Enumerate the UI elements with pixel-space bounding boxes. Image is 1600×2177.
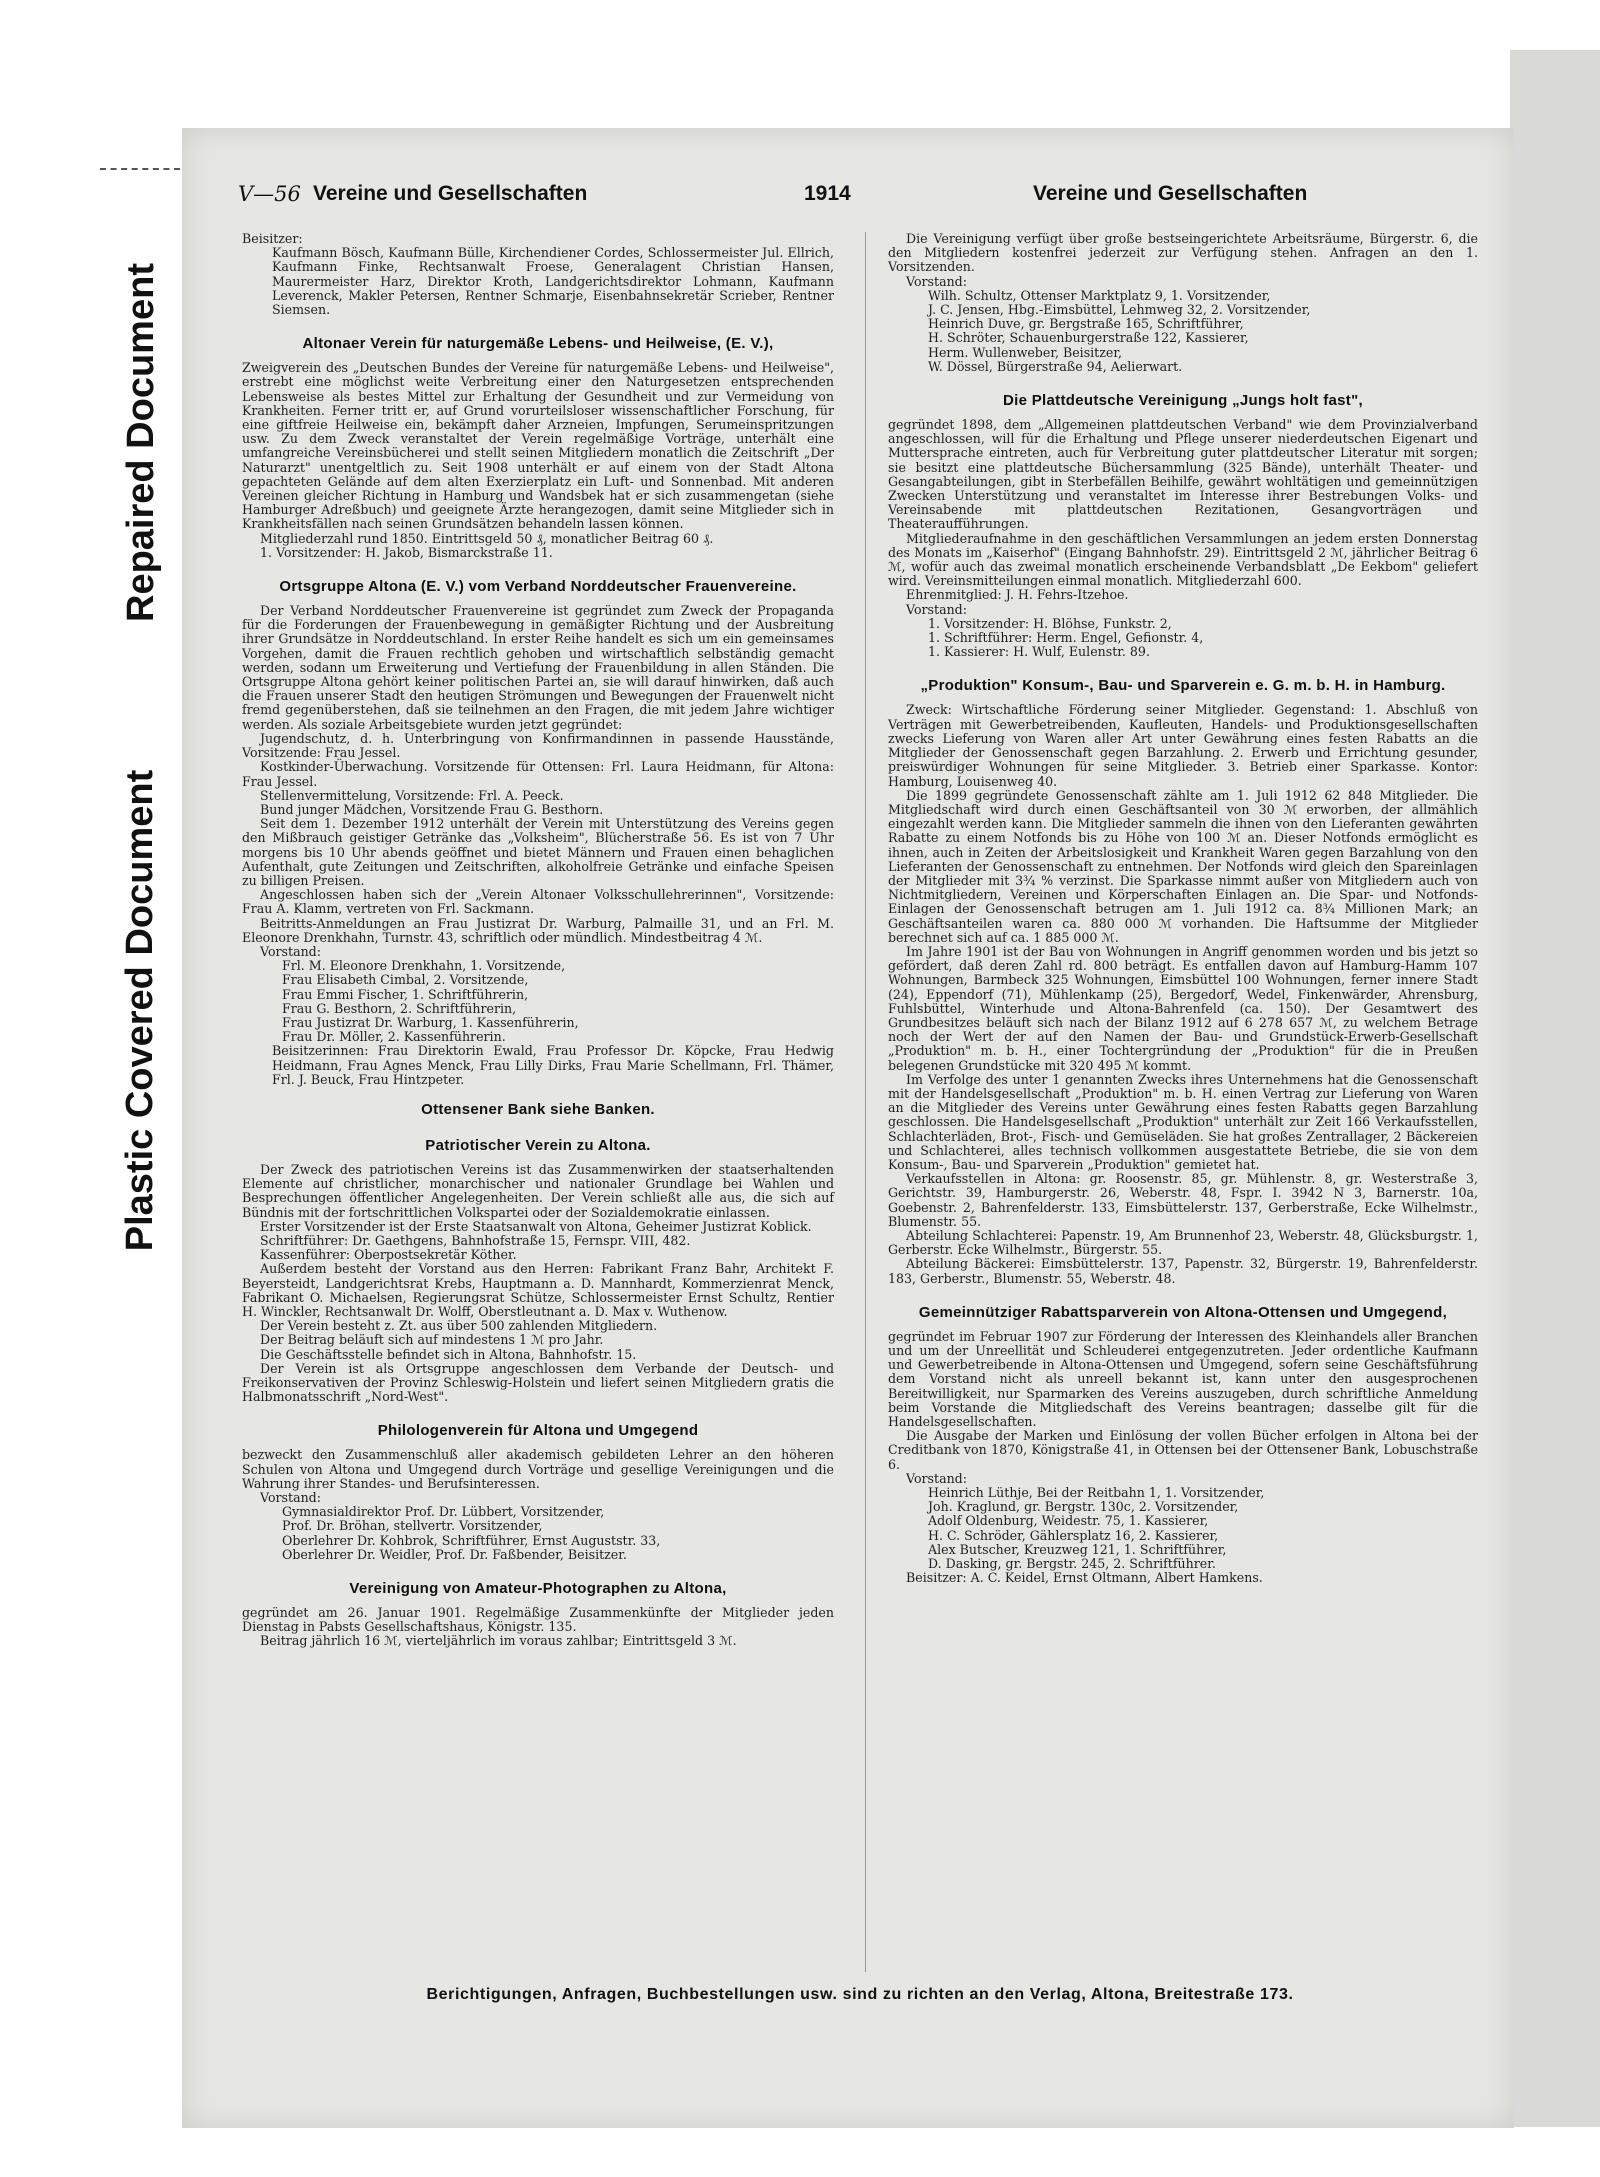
paragraph: Der Verband Norddeutscher Frauenvereine ist gegründet zum Zweck der Propaganda für die Forderungen der Frauenbewegung in gemäßigter Richtung und der Ausbreitung ihrer Grundsätze in Norddeutschland. In erster Reihe handelt es sich um ein gemeinsames Vorgehen, damit die Frauen rechtlich gehoben und wirtschaftlich selbständig gemacht werden, sodann um Erweiterung und Vertiefung der Frauenbildung in allen Ständen. Die Ortsgruppe Altona gehört keiner politischen Partei an, sie will darauf hinwirken, daß auch die Frauen unserer Stadt den heutigen Strömungen und Bewegungen der Frauenwelt nicht fremd gegenüberstehen, daß sie teilnehmen an den Fragen, die mit jedem Jahre wichtiger werden. Als soziale Arbeitsgebiete wurden jetzt gegründet: (242, 603, 834, 732)
right-column (888, 232, 1478, 1585)
list-entry: Oberlehrer Dr. Kohbrok, Schriftführer, Ernst Auguststr. 33, (282, 1532, 661, 1548)
paragraph: Jugendschutz, d. h. Unterbringung von Konfirmandinnen in passende Hausstände, Vorsitzende: Frau Jessel. (242, 730, 834, 761)
paragraph: Beitrag jährlich 16 ℳ, vierteljährlich im voraus zahlbar; Eintrittsgeld 3 ℳ. (260, 1633, 737, 1649)
header-year: 1914 (804, 182, 851, 205)
paragraph: gegründet im Februar 1907 zur Förderung der Interessen des Kleinhandels aller Branchen und um der Unreellität und Schleuderei entgegenzutreten. Jeder ordentliche Kaufmann und Gewerbetreibende in Altona-Ottensen und Umgegend, sofern seine Geschäftsführung dem Vorstand nicht als unreell bekannt ist, kann unter den ausgesprochenen Bereitwilligkeit, nur Sparmarken des Vereins auszugeben, durch schriftliche Anmeldung beim Vorstande die Mitgliedschaft des Vereins beantragen; dasselbe gilt für die Handelsgesellschaften. (888, 1328, 1478, 1430)
list-entry: Heinrich Lüthje, Bei der Reitbahn 1, 1. Vorsitzender, (928, 1485, 1265, 1501)
list-entry: 1. Vorsitzender: H. Blöhse, Funkstr. 2, (928, 615, 1172, 631)
list-entry: Frau Justizrat Dr. Warburg, 1. Kassenführerin, (282, 1014, 579, 1030)
paragraph: 1. Vorsitzender: H. Jakob, Bismarckstraße 11. (260, 544, 553, 560)
paragraph: bezweckt den Zusammenschluß aller akademisch gebildeten Lehrer an den höheren Schulen von Altona und Umgegend durch Vorträge und gesellige Vereinigungen und die Wahrung ihrer Standes- und Berufsinteressen. (242, 1447, 834, 1491)
list-entry: Gymnasialdirektor Prof. Dr. Lübbert, Vorsitzender, (282, 1504, 605, 1520)
header-right-title: Vereine und Gesellschaften (1033, 182, 1308, 205)
paragraph: Der Verein besteht z. Zt. aus über 500 zahlenden Mitgliedern. (260, 1318, 658, 1334)
paragraph: Seit dem 1. Dezember 1912 unterhält der Verein mit Unterstützung des Vereins gegen den Mißbrauch geistiger Getränke das „Volksheim", Blücherstraße 56. Es ist von 7 Uhr morgens bis 10 Uhr abends geöffnet und bietet Männern und Frauen einen behaglichen Aufenthalt, gute Zeitungen und Zeitschriften, alkoholfreie Getränke und einfache Speisen zu billigen Preisen. (242, 816, 834, 888)
paragraph: gegründet 1898, dem „Allgemeinen plattdeutschen Verband" wie dem Provinzialverband angeschlossen, will für die Erhaltung und Pflege unserer niederdeutschen Eigenart und Muttersprache eintreten, auch für Verbreitung guter plattdeutscher Literatur mit sorgen; sie besitzt eine plattdeutsche Büchersammlung (325 Bände), unterhält Theater- und Gesangabteilungen, gibt in Sterbefällen Beihilfe, gewährt wohltätigen und gemeinnützigen Zwecken Unterstützung und veranstaltet im Interesse ihrer Bestrebungen Volks- und Vereinsabende mit plattdeutschen Rezitationen, Gesangvorträgen und Theateraufführungen. (888, 417, 1478, 532)
list-entry: Frau Emmi Fischer, 1. Schriftführerin, (282, 986, 529, 1002)
section-heading: Die Plattdeutsche Vereinigung „Jungs holt fast", (1003, 392, 1363, 410)
paragraph: Vorstand: (906, 273, 967, 289)
paragraph: Der Verein ist als Ortsgruppe angeschlossen dem Verbande der Deutsch- und Freikonservativen der Provinz Schleswig-Holstein und liefert seinen Mitgliedern gratis die Halbmonatsschrift „Nord-West". (242, 1360, 834, 1405)
repaired-document-tab (100, 170, 184, 715)
page-footer: Berichtigungen, Anfragen, Buchbestellungen usw. sind zu richten an den Verlag, Altona, Breitestraße 173. (426, 1986, 1294, 2003)
column-divider (865, 232, 866, 1972)
paragraph: Zweigverein des „Deutschen Bundes der Vereine für naturgemäße Lebens- und Heilweise", erstrebt eine möglichst weite Verbreitung einer den Naturgesetzen entsprechenden Lebensweise als bestes Mittel zur Erhaltung der Gesundheit und zur Vermeidung von Krankheiten. Ferner tritt er, auf Grund vorurteilsloser wissenschaftlicher Forschung, für eine giftfreie Heilweise ein, bekämpft daher Arzneien, Impfungen, Serumeinspritzungen usw. Zu dem Zweck veranstaltet der Verein regelmäßige Vorträge, unterhält eine umfangreiche Vereinsbücherei und stellt seinen Mitgliedern monatlich die Zeitschrift „Der Naturarzt" unentgeltlich zu. Seit 1908 unterhält er auf einem von der Stadt Altona gepachteten Gelände auf dem alten Exerzierplatz ein Luft- und Sonnenbad. Mit anderen Vereinen gleicher Richtung in Hamburg und Wandsbek hat er sich zusammengetan (siehe Hamburger Adreßbuch) und geeignete Ärzte herangezogen, damit seine Mitglieder sich in Krankheitsfällen nach seinen Grundsätzen behandeln lassen können. (242, 360, 834, 532)
paragraph: Der Beitrag beläuft sich auf mindestens 1 ℳ pro Jahr. (260, 1332, 604, 1348)
list-entry: Beisitzerinnen: Frau Direktorin Ewald, Frau Professor Dr. Köpcke, Frau Hedwig Heidmann, Frau Agnes Menck, Frau Lilly Dirks, Frau Marie Schellmann, Frl. Thämer, Frl. J. Beuck, Frau Hintzpeter. (272, 1043, 834, 1087)
page-header (238, 182, 1473, 210)
section-heading: Vereinigung von Amateur-Photographen zu Altona, (349, 1580, 727, 1598)
paragraph: Vorstand: (260, 1490, 321, 1506)
paragraph: Kassenführer: Oberpostsekretär Köther. (260, 1247, 517, 1263)
list-entry: 1. Kassierer: H. Wulf, Eulenstr. 89. (928, 644, 1150, 660)
list-entry: Alex Butscher, Kreuzweg 121, 1. Schriftführer, (928, 1541, 1227, 1557)
backing-strip (1510, 50, 1600, 2127)
left-column (242, 232, 834, 1649)
section-heading: Altonaer Verein für naturgemäße Lebens- und Heilweise, (E. V.), (302, 335, 774, 353)
header-left-title: Vereine und Gesellschaften (313, 182, 588, 205)
list-entry: Frau G. Besthorn, 2. Schriftführerin, (282, 1000, 517, 1016)
list-entry: H. Schröter, Schauenburgerstraße 122, Kassierer, (928, 330, 1249, 346)
list-entry: Heinrich Duve, gr. Bergstraße 165, Schriftführer, (928, 316, 1244, 332)
repaired-document-label: Repaired Document (119, 263, 162, 622)
paragraph: Stellenvermittelung, Vorsitzende: Frl. A. Peeck. (260, 787, 564, 803)
list-entry: Frl. M. Eleonore Drenkhahn, 1. Vorsitzende, (282, 958, 566, 974)
section-heading: Gemeinnütziger Rabattsparverein von Altona-Ottensen und Umgegend, (918, 1303, 1448, 1321)
paragraph: Angeschlossen haben sich der „Verein Altonaer Volksschullehrerinnen", Vorsitzende: Frau A. Klamm, vertreten von Frl. Sackmann. (242, 887, 834, 917)
paragraph: Die Ausgabe der Marken und Einlösung der vollen Bücher erfolgen in Altona bei der Creditbank von 1870, Königstraße 41, in Ottensen bei der Ottensener Bank, Lobuschstraße 6. (888, 1428, 1478, 1472)
paragraph: Außerdem besteht der Vorstand aus den Herren: Fabrikant Franz Bahr, Architekt F. Beyersteidt, Landgerichtsrat Krebs, Hauptmann a. D. Mannhardt, Kommerzienrat Menck, Fabrikant O. Michaelsen, Regierungsrat Schütze, Schlossermeister Ernst Schultz, Rentier H. Winckler, Rechtsanwalt Dr. Wolff, Oberstleutnant a. D. Max v. Wuthenow. (242, 1261, 834, 1319)
paragraph: Schriftführer: Dr. Gaethgens, Bahnhofstraße 15, Fernspr. VIII, 482. (260, 1232, 691, 1248)
list-entry: 1. Schriftführer: Herm. Engel, Gefionstr. 4, (928, 630, 1204, 646)
paragraph: Beitritts-Anmeldungen an Frau Justizrat Dr. Warburg, Palmaille 31, und an Frl. M. Eleonore Drenkhahn, Turnstr. 43, schriftlich oder mündlich. Mindestbeitrag 4 ℳ. (242, 915, 834, 945)
paragraph: Im Jahre 1901 ist der Bau von Wohnungen in Angriff genommen worden und bis jetzt so gefördert, daß deren Zahl rd. 800 beträgt. Es entfallen davon auf Hamburg-Hamm 107 Wohnungen, Barmbeck 325 Wohnungen, Eimsbüttel 100 Wohnungen, ferner innere Stadt (24), Eppendorf (71), Mühlenkamp (25), Bergedorf, Wedel, Finkenwärder, Ahrensburg, Fuhlsbüttel, Winterhude und Altona-Bahrenfeld (ca. 150). Der Gesamtwert des Grundbesitzes beläuft sich nach der Bilanz 1912 auf 6 278 657 ℳ, zu welchem Betrage noch der Wert der auf den Namen der Bau- und Grundstück-Erwerb-Gesellschaft „Produktion" m. b. H., einer Tochtergründung der „Produktion" für die in Preußen belegenen Grundstücke mit 320 495 ℳ kommt. (888, 943, 1478, 1073)
paragraph: Bund junger Mädchen, Vorsitzende Frau G. Besthorn. (260, 801, 604, 817)
list-entry: Frau Dr. Möller, 2. Kassenführerin. (282, 1029, 506, 1045)
paragraph: Beisitzer: A. C. Keidel, Ernst Oltmann, Albert Hamkens. (906, 1570, 1263, 1586)
paragraph: Die Geschäftsstelle befindet sich in Altona, Bahnhofstr. 15. (260, 1346, 637, 1362)
list-entry: W. Dössel, Bürgerstraße 94, Aelierwart. (928, 358, 1183, 374)
list-entry: Joh. Kraglund, gr. Bergstr. 130c, 2. Vorsitzender, (928, 1499, 1239, 1515)
list-entry: Frau Elisabeth Cimbal, 2. Vorsitzende, (282, 972, 529, 988)
paragraph: Ehrenmitglied: J. H. Fehrs-Itzehoe. (906, 587, 1129, 603)
list-entry: Oberlehrer Dr. Weidler, Prof. Dr. Faßbender, Beisitzer. (282, 1546, 627, 1562)
paragraph: Der Zweck des patriotischen Vereins ist das Zusammenwirken der staatserhaltenden Elemente auf christlicher, monarchischer und nationaler Grundlage bei Wahlen und Besprechungen öffentlicher Angelegenheiten. Der Verein schließt alle aus, die sich auf Bündnis mit der fortschrittlichen Volkspartei oder der Sozialdemokratie einlassen. (242, 1161, 834, 1220)
paragraph: gegründet am 26. Januar 1901. Regelmäßige Zusammenkünfte der Mitglieder jeden Dienstag in Pabsts Gesellschaftshaus, Königstr. 135. (242, 1605, 834, 1635)
list-entry: D. Dasking, gr. Bergstr. 245, 2. Schriftführer. (928, 1556, 1216, 1572)
paragraph: Erster Vorsitzender ist der Erste Staatsanwalt von Altona, Geheimer Justizrat Koblick. (260, 1218, 812, 1234)
paragraph: Mitgliederaufnahme in den geschäftlichen Versammlungen an jedem ersten Donnerstag des Monats im „Kaiserhof" (Eingang Bahnhofstr. 29). Eintrittsgeld 2 ℳ, jährlicher Beitrag 6 ℳ, wofür auch das zweimal monatlich erscheinende Verbandsblatt „De Eekbom" geliefert wird. Vereinsmitteilungen einmal monatlich. Mitgliederzahl 600. (888, 530, 1478, 589)
list-entry: Herm. Wullenweber, Beisitzer, (928, 344, 1122, 360)
plastic-covered-document-tab (100, 725, 184, 1295)
list-entry: H. C. Schröder, Gählersplatz 16, 2. Kassierer, (928, 1527, 1219, 1543)
paragraph: Vorstand: (906, 1470, 967, 1486)
list-entry: Prof. Dr. Bröhan, stellvertr. Vorsitzender, (282, 1518, 543, 1534)
paragraph: Kostkinder-Überwachung. Vorsitzende für Ottensen: Frl. Laura Heidmann, für Altona: Frau Jessel. (242, 759, 834, 789)
list-entry: Wilh. Schultz, Ottenser Marktplatz 9, 1. Vorsitzender, (928, 287, 1271, 303)
paragraph: Mitgliederzahl rund 1850. Eintrittsgeld 50 ₰, monatlicher Beitrag 60 ₰. (260, 530, 714, 546)
list-entry: Adolf Oldenburg, Weidestr. 75, 1. Kassierer, (928, 1513, 1209, 1529)
paragraph: Beisitzer: (242, 231, 303, 246)
section-heading: Patriotischer Verein zu Altona. (425, 1136, 651, 1154)
section-heading: „Produktion" Konsum-, Bau- und Sparverein e. G. m. b. H. in Hamburg. (920, 677, 1446, 695)
paragraph: Die 1899 gegründete Genossenschaft zählte am 1. Juli 1912 62 848 Mitglieder. Die Mitgliedschaft wird durch einen Geschäftsanteil von 30 ℳ erworben, der allmählich eingezahlt werden kann. Die Mitglieder sammeln die ihnen von den Lieferanten gewährten Rabatte zu einem Notfonds bis zu Höhe von 100 ℳ an. Dieser Notfonds ermöglicht es ihnen, auch in Zeiten der Arbeitslosigkeit und Krankheit Waren gegen Barzahlung von den Lieferanten der Genossenschaft zu entnehmen. Der Notfonds wird gleich den Spareinlagen der Mitglieder mit 3¾ % verzinst. Die Sparkasse nimmt außer von Mitgliedern auch von Nichtmitgliedern, Vereinen und Körperschaften Einlagen an. Die Spar- und Notfonds-Einlagen der Genossenschaft betrugen am 1. Juli 1912 ca. 8¾ Millionen Mark; an Geschäftsanteilen waren ca. 880 000 ℳ vorhanden. Die Haftsumme der Mitglieder berechnet sich auf ca. 1 885 000 ℳ. (888, 787, 1478, 945)
list-entry: J. C. Jensen, Hbg.-Eimsbüttel, Lehmweg 32, 2. Vorsitzender, (928, 302, 1311, 318)
scanned-page (182, 128, 1514, 2128)
page-number: V—56 (238, 182, 301, 206)
list-entry: Kaufmann Bösch, Kaufmann Bülle, Kirchendiener Cordes, Schlossermeister Jul. Ellrich, Kaufmann Finke, Rechtsanwalt Froese, Generalagent Christian Hansen, Maurermeister Harz, Direktor Kroth, Landgerichtsdirektor Lohmann, Kaufmann Leverenck, Makler Petersen, Rentner Schmarje, Eisenbahnsekretär Scrieber, Rentner Siemsen. (272, 245, 834, 318)
section-heading: Philologenverein für Altona und Umgegend (377, 1422, 699, 1440)
paragraph: Die Vereinigung verfügt über große bestseingerichtete Arbeitsräume, Bürgerstr. 6, die den Mitgliedern kostenfrei jederzeit zur Verfügung stehen. Anfragen an den 1. Vorsitzenden. (888, 231, 1478, 275)
paragraph: Im Verfolge des unter 1 genannten Zwecks ihres Unternehmens hat die Genossenschaft mit der Handelsgesellschaft „Produktion" m. b. H. einen Vertrag zur Lieferung von Waren an die Mitglieder des Vereins unter Gewährung eines festen Rabatts gegen Barzahlung geschlossen. Die Handelsgesellschaft „Produktion" unterhält zur Zeit 166 Verkaufsstellen, Schlachterläden, Brot-, Fisch- und Gemüseläden. Sie hat großes Zentrallager, 2 Bäckereien und Schlachterei, alles technisch vollkommen ausgestattete Betriebe, die sie von dem Konsum-, Bau- und Sparverein „Produktion" gemietet hat. (888, 1071, 1478, 1172)
section-heading: Ottensener Bank siehe Banken. (421, 1100, 655, 1118)
section-heading: Ortsgruppe Altona (E. V.) vom Verband Norddeutscher Frauenvereine. (279, 578, 797, 596)
paragraph: Abteilung Schlachterei: Papenstr. 19, Am Brunnenhof 23, Weberstr. 48, Glücksburgstr. 1, Gerberstr. Ecke Wilhelmstr., Bürgerstr. 55. (888, 1228, 1478, 1258)
paragraph: Vorstand: (906, 601, 967, 617)
paragraph: Abteilung Bäckerei: Eimsbüttelerstr. 137, Papenstr. 32, Bürgerstr. 19, Bahrenfelderstr. 183, Gerberstr., Blumenstr. 55, Weberstr. 48. (888, 1256, 1478, 1286)
plastic-covered-document-label: Plastic Covered Document (119, 769, 162, 1251)
paragraph: Verkaufsstellen in Altona: gr. Roosenstr. 85, gr. Mühlenstr. 8, gr. Westerstraße 3, Gerichtstr. 39, Hamburgerstr. 26, Weberstr. 48, Fspr. I. 3942 N 3, Barnerstr. 10a, Goebenstr. 2, Bahrenfelderstr. 133, Eimsbüttelerstr. 137, Gerberstraße, Ecke Wilhelmstr., Blumenstr. 55. (888, 1171, 1478, 1229)
paragraph: Zweck: Wirtschaftliche Förderung seiner Mitglieder. Gegenstand: 1. Abschluß von Verträgen mit Gewerbetreibenden, Kaufleuten, Handels- und Produktionsgesellschaften zwecks Lieferung von Waren aller Art unter Gewährung eines festen Rabatts an die Mitglieder der Genossenschaft gegen Barzahlung. 2. Erwerb und Errichtung gesunder, preiswürdiger Wohnungen für seine Mitglieder. 3. Betrieb einer Sparkasse. Kontor: Hamburg, Louisenweg 40. (888, 702, 1478, 789)
paragraph: Vorstand: (260, 943, 321, 959)
